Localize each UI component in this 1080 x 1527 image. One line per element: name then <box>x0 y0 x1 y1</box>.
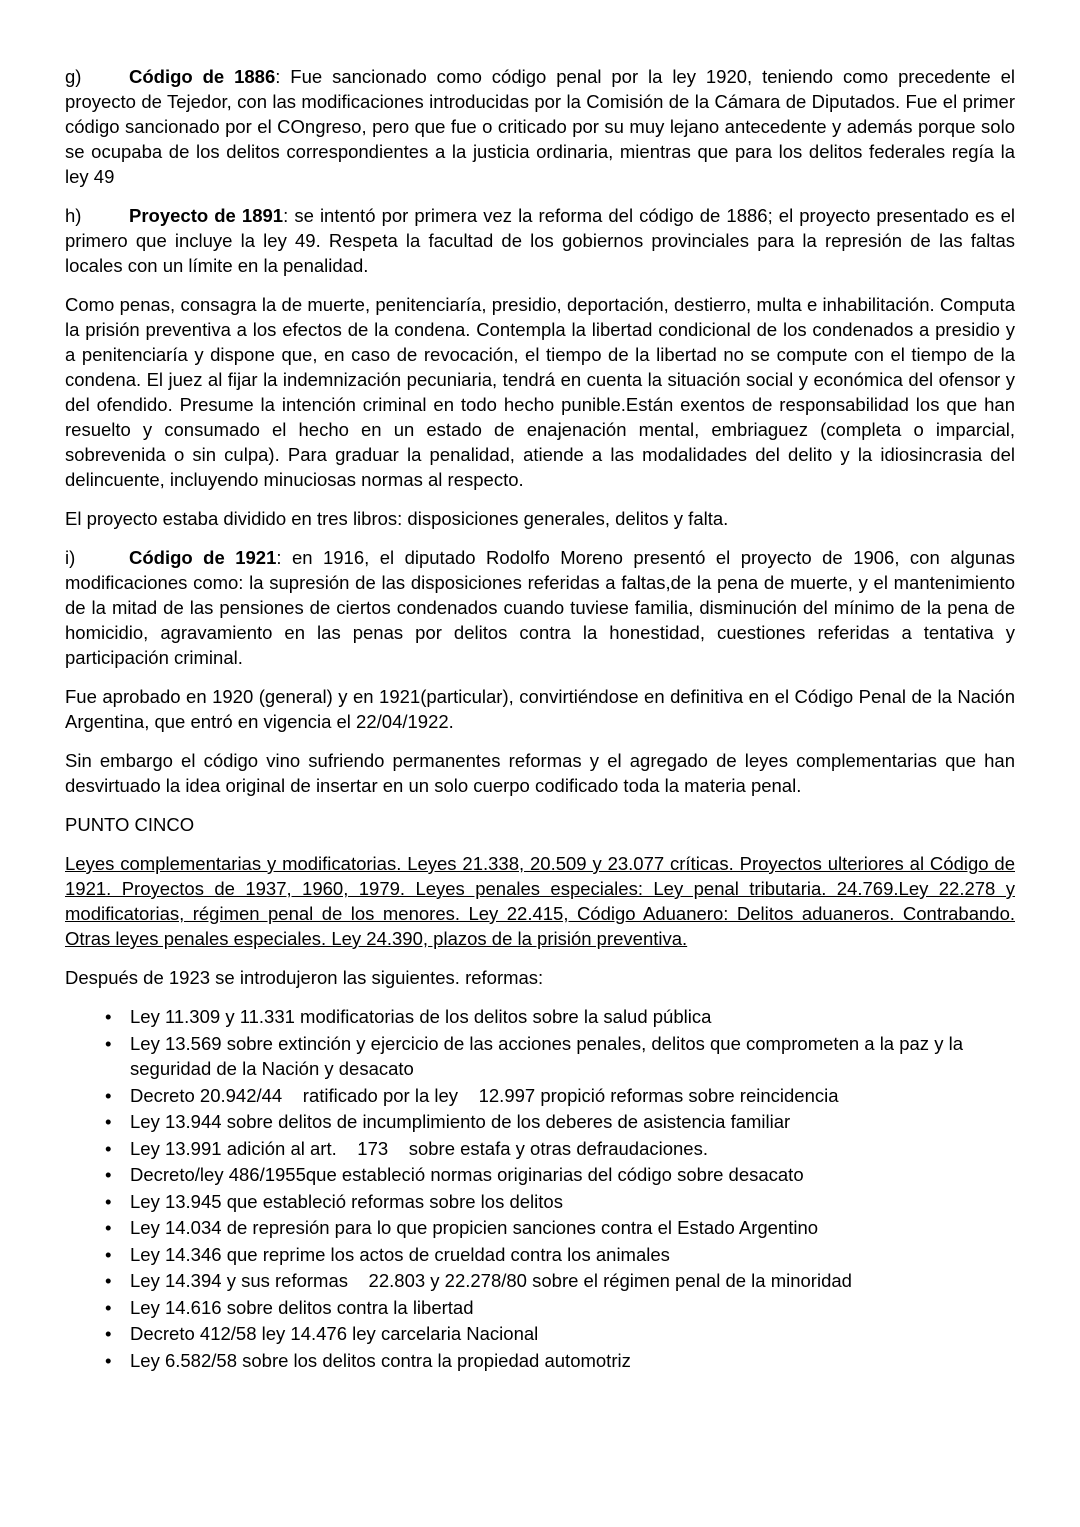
section-g-marker: g) <box>65 66 82 87</box>
bullet-icon: • <box>105 1270 112 1291</box>
section-g-paragraph <box>65 64 1015 189</box>
list-item-text: Ley 6.582/58 sobre los delitos contra la propiedad automotriz <box>130 1349 631 1371</box>
list-item-text: Ley 14.616 sobre delitos contra la libertad <box>130 1296 474 1318</box>
bullet-icon: • <box>105 1084 112 1106</box>
list-item-text: Ley 14.394 y sus reformas 22.803 y 22.278/80 sobre el régimen penal de la minoridad <box>130 1270 852 1291</box>
list-item <box>105 1321 1015 1347</box>
document-page <box>65 64 1015 1374</box>
punto-cinco-heading: PUNTO CINCO <box>65 814 195 835</box>
bullet-icon: • <box>105 1190 112 1212</box>
list-item <box>105 1268 1015 1294</box>
list-item <box>105 1189 1015 1215</box>
section-g-text: : Fue sancionado como código penal por la ley 1920, teniendo como precedente el proyecto de Tejedor, con las modificaciones introducidas por la Comisión de la Cámara de Diputados. Fue el primer código sancionado por el COngreso, pero que fue o criticado por su muy lejano antecedente y además porque solo se ocupaba de los delitos correspondientes a la justicia ordinaria, mientras que para los delitos federales regía la ley 49 <box>65 66 1015 187</box>
list-item-text: Ley 13.944 sobre delitos de incumplimiento de los deberes de asistencia familiar <box>130 1111 791 1132</box>
list-item <box>105 1242 1015 1268</box>
list-item-text: Ley 13.569 sobre extinción y ejercicio de las acciones penales, delitos que comprometen a la paz y la seguridad de la Nación y desacato <box>130 1032 963 1079</box>
list-item <box>105 1136 1015 1162</box>
list-item-text: Decreto 20.942/44 ratificado por la ley 12.997 propició reformas sobre reincidencia <box>130 1084 839 1106</box>
section-h-marker: h) <box>65 205 82 226</box>
bullet-icon: • <box>105 1349 112 1371</box>
bullet-icon: • <box>105 1111 112 1132</box>
list-item-text: Ley 14.034 de represión para lo que propicien sanciones contra el Estado Argentino <box>130 1217 819 1238</box>
list-item <box>105 1162 1015 1188</box>
list-item <box>105 1348 1015 1374</box>
bullet-icon: • <box>105 1137 112 1159</box>
list-item <box>105 1215 1015 1241</box>
section-i-title: Código de 1921 <box>129 547 277 568</box>
libros-paragraph: El proyecto estaba dividido en tres libros: disposiciones generales, delitos y falta. <box>65 508 729 529</box>
bullet-icon: • <box>105 1323 112 1344</box>
bullet-icon: • <box>105 1296 112 1318</box>
section-i-marker: i) <box>65 547 76 568</box>
section-i-paragraph <box>65 545 1015 670</box>
list-item <box>105 1109 1015 1135</box>
section-g-title: Código de 1886 <box>129 66 276 87</box>
penas-paragraph: Como penas, consagra la de muerte, penitenciaría, presidio, deportación, destierro, multa e inhabilitación. Computa la prisión preventiva a los efectos de la condena. Contempla la libertad condicional de los condenados a presidio y a penitenciaría y dispone que, en caso de revocación, el tiempo de la libertad no se compute con el tiempo de la condena. El juez al fijar la indemnización pecuniaria, tendrá en cuenta la situación social y económica del ofensor y del ofendido. Presume la intención criminal en todo hecho punible.Están exentos de responsabilidad los que han resuelto y consumado el hecho en un estado de enajenación mental, embriaguez (completa o imparcial, sobrevenida o sin culpa). Para graduar la penalidad, atiende a las modalidades del delito y la idiosincrasia del delincuente, incluyendo minuciosas normas al respecto. <box>65 294 1015 490</box>
reformas-list <box>65 1004 1015 1373</box>
bullet-icon: • <box>105 1006 112 1027</box>
reformas-paragraph: Sin embargo el código vino sufriendo permanentes reformas y el agregado de leyes complementarias que han desvirtuado la idea original de insertar en un solo cuerpo codificado toda la materia penal. <box>65 750 1015 796</box>
section-h-text: : se intentó por primera vez la reforma del código de 1886; el proyecto presentado es el primero que incluye la ley 49. Respeta la facultad de los gobiernos provinciales para la represión de las faltas locales con un límite en la penalidad. <box>65 205 1015 276</box>
section-h-title: Proyecto de 1891 <box>129 205 284 226</box>
bullet-icon: • <box>105 1032 112 1054</box>
list-item <box>105 1295 1015 1321</box>
list-item-text: Ley 11.309 y 11.331 modificatorias de los delitos sobre la salud pública <box>130 1006 712 1027</box>
list-item <box>105 1083 1015 1109</box>
list-item-text: Decreto/ley 486/1955que estableció normas originarias del código sobre desacato <box>130 1164 804 1185</box>
list-item-text: Ley 13.945 que estableció reformas sobre los delitos <box>130 1190 563 1212</box>
section-h-paragraph <box>65 203 1015 278</box>
list-item-text: Decreto 412/58 ley 14.476 ley carcelaria Nacional <box>130 1323 539 1344</box>
list-item <box>105 1031 1015 1082</box>
section-i-text: : en 1916, el diputado Rodolfo Moreno presentó el proyecto de 1906, con algunas modificaciones como: la supresión de las disposiciones referidas a faltas,de la pena de muerte, y el mantenimiento de la mitad de las pensiones de ciertos condenados cuando tuviese familia, disminución del mínimo de la pena de homicidio, agravamiento en las penas por delitos contra la honestidad, cuestiones referidas a tentativa y participación criminal. <box>65 547 1015 668</box>
reformas-intro: Después de 1923 se introdujeron las siguientes. reformas: <box>65 967 544 988</box>
bullet-icon: • <box>105 1217 112 1238</box>
aprobado-paragraph: Fue aprobado en 1920 (general) y en 1921(particular), convirtiéndose en definitiva en el Código Penal de la Nación Argentina, que entró en vigencia el 22/04/1922. <box>65 686 1015 732</box>
list-item-text: Ley 13.991 adición al art. 173 sobre estafa y otras defraudaciones. <box>130 1137 708 1159</box>
list-item-text: Ley 14.346 que reprime los actos de crueldad contra los animales <box>130 1243 670 1265</box>
bullet-icon: • <box>105 1243 112 1265</box>
bullet-icon: • <box>105 1164 112 1185</box>
list-item <box>105 1004 1015 1030</box>
punto-cinco-topics: Leyes complementarias y modificatorias. Leyes 21.338, 20.509 y 23.077 críticas. Proyectos ulteriores al Código de 1921. Proyectos de 1937, 1960, 1979. Leyes penales especiales: Ley penal tributaria. 24.769.Ley 22.278 y modificatorias, régimen penal de los menores. Ley 22.415, Código Aduanero: Delitos aduaneros. Contrabando. Otras leyes penales especiales. Ley 24.390, plazos de la prisión preventiva. <box>65 853 1015 949</box>
